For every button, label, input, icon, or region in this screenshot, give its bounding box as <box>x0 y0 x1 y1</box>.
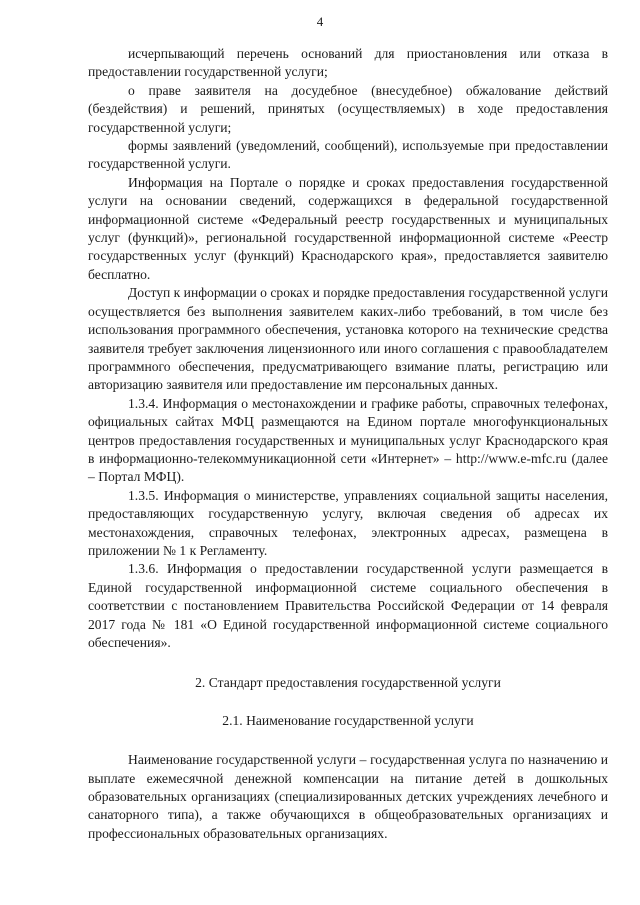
paragraph-refusal-grounds: исчерпывающий перечень оснований для приостановления или отказа в предоставлении государственной услуги; <box>88 46 608 80</box>
document-body <box>88 45 608 843</box>
paragraph-1-3-5: 1.3.5. Информация о министерстве, управлениях социальной защиты населения, предоставляющих государственную услугу, включая сведения об адресах их местонахождения, справочных телефонах, электронных адресах, размещена в приложении № 1 к Регламенту. <box>88 487 608 558</box>
paragraph-appeal-right: о праве заявителя на досудебное (внесудебное) обжалование действий (бездействия) и решений, принятых (осуществляемых) в ходе предоставления государственной услуги; <box>88 82 608 135</box>
paragraph-service-name: Наименование государственной услуги – государственная услуга по назначению и выплате ежемесячной денежной компенсации на питание детей в дошкольных образовательных организациях (специализированных детских учреждениях лечебного и санаторного типа), а также обучающихся в общеобразовательных организациях и профессиональных образовательных организациях. <box>88 752 608 841</box>
page-number: 4 <box>316 14 324 29</box>
section-heading: 2. Стандарт предоставления государственной услуги <box>195 675 501 691</box>
subsection-heading: 2.1. Наименование государственной услуги <box>222 712 474 728</box>
paragraph-1-3-4: 1.3.4. Информация о местонахождении и графике работы, справочных телефонах, официальных сайтах МФЦ размещаются на Едином портале многофункциональных центров предоставления государственных и муниципальных услуг Краснодарского края в информационно-телекоммуникационной сети «Интернет» – http://www.e-mfc.ru (далее – Портал МФЦ). <box>88 395 608 485</box>
paragraph-access-info: Доступ к информации о сроках и порядке предоставления государственной услуги осуществляется без выполнения заявителем каких-либо требований, в том числе без использования программного обеспечения, установка которого на технические средства заявителя требует заключения лицензионного или иного соглашения с правообладателем программного обеспечения, предусматривающего взимание платы, регистрацию или авторизацию заявителя или предоставление им персональных данных. <box>88 285 608 393</box>
paragraph-1-3-6: 1.3.6. Информация о предоставлении государственной услуги размещается в Единой государственной информационной системе социального обеспечения в соответствии с постановлением Правительства Российской Федерации от 14 февраля 2017 года № 181 «О Единой государственной информационной системе социального обеспечения». <box>88 561 608 650</box>
paragraph-portal-info: Информация на Портале о порядке и сроках предоставления государственной услуги на основании сведений, содержащихся в федеральной государственной информационной системе «Федеральный реестр государственных и муниципальных услуг (функций)», региональной государственной информационной системе «Реестр государственных услуг (функций) Краснодарского края», предоставляется заявителю бесплатно. <box>88 174 608 282</box>
paragraph-application-forms: формы заявлений (уведомлений, сообщений), используемые при предоставлении государственной услуги. <box>88 138 608 172</box>
